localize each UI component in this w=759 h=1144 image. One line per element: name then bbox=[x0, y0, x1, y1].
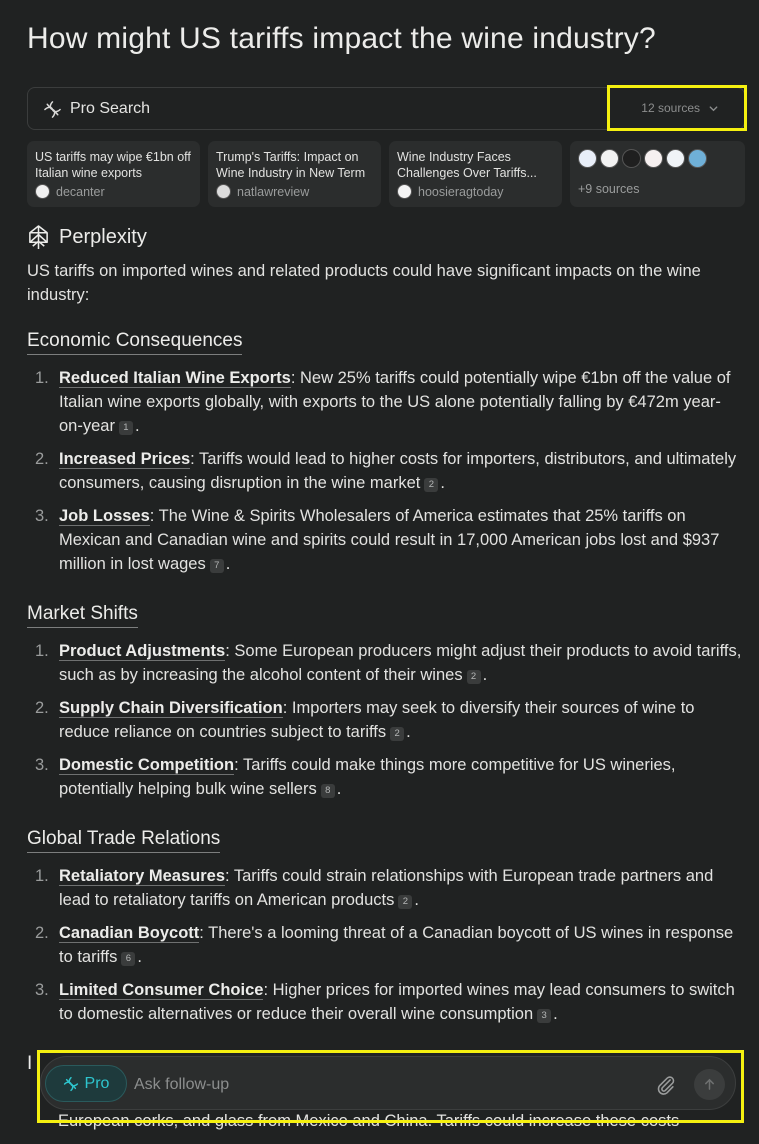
item-term[interactable]: Increased Prices bbox=[59, 450, 191, 468]
citation-badge[interactable]: 8 bbox=[321, 784, 335, 798]
source-card[interactable] bbox=[27, 141, 200, 207]
source-card[interactable] bbox=[208, 141, 381, 207]
section-market bbox=[27, 602, 743, 801]
pro-search-label: Pro Search bbox=[70, 100, 151, 117]
source-favicon-icon bbox=[622, 149, 641, 168]
list-item: 3. Domestic Competition: Tariffs could make things more competitive for US wineries, potentially helping bulk wine sellers 8 . bbox=[35, 756, 676, 798]
sources-count: 12 sources bbox=[641, 101, 700, 115]
sources-toggle-button[interactable] bbox=[641, 101, 719, 115]
citation-badge[interactable]: 2 bbox=[398, 895, 412, 909]
answer-body bbox=[27, 259, 743, 1052]
pro-search-icon bbox=[63, 1076, 79, 1092]
chevron-down-icon bbox=[708, 103, 719, 114]
section-title: Economic Consequences bbox=[27, 329, 242, 355]
source-card-title: Wine Industry Faces Challenges Over Tariffs... bbox=[397, 150, 537, 180]
source-card-site: natlawreview bbox=[237, 184, 310, 199]
item-term[interactable]: Domestic Competition bbox=[59, 756, 235, 774]
answer-header bbox=[27, 225, 147, 250]
item-term[interactable]: Limited Consumer Choice bbox=[59, 981, 264, 999]
citation-badge[interactable]: 2 bbox=[467, 670, 481, 684]
source-cards bbox=[27, 141, 745, 208]
item-term[interactable]: Job Losses bbox=[59, 507, 150, 525]
citation-badge[interactable]: 2 bbox=[390, 727, 404, 741]
attach-icon[interactable] bbox=[655, 1074, 677, 1096]
section-title: Market Shifts bbox=[27, 602, 138, 628]
pro-search-icon bbox=[43, 100, 62, 119]
hoosieragtoday-favicon-icon bbox=[397, 184, 412, 199]
partial-bottom-text: European corks, and glass from Mexico and China. Tariffs could increase these costs bbox=[58, 1112, 680, 1130]
answer-intro: US tariffs on imported wines and related products could have significant impacts on the wine industry: bbox=[27, 262, 701, 304]
decanter-favicon-icon bbox=[35, 184, 50, 199]
list-item: 1. Reduced Italian Wine Exports: New 25% tariffs could potentially wipe €1bn off the value of Italian wine exports globally, with exports to the US alone potentially falling by €472m year-on-year 1 . bbox=[35, 369, 731, 435]
citation-badge[interactable]: 2 bbox=[424, 478, 438, 492]
follow-up-composer bbox=[40, 1056, 736, 1110]
more-sources-card[interactable] bbox=[570, 141, 745, 207]
source-card-title: US tariffs may wipe €1bn off Italian wine exports bbox=[35, 150, 191, 180]
list-item: 2. Supply Chain Diversification: Importers may seek to diversify their sources of wine to reduce reliance on countries subject to tariffs 2 . bbox=[35, 699, 695, 741]
citation-badge[interactable]: 7 bbox=[210, 559, 224, 573]
section-title: Global Trade Relations bbox=[27, 827, 220, 853]
list-item: 2. Canadian Boycott: There's a looming threat of a Canadian boycott of US wines in response to tariffs 6 . bbox=[35, 924, 734, 966]
item-term[interactable]: Supply Chain Diversification bbox=[59, 699, 283, 717]
list-item: 3. Job Losses: The Wine & Spirits Wholesalers of America estimates that 25% tariffs on Mexican and Canadian wine and spirits could result in 17,000 American jobs lost and $937 million in lost wages 7 . bbox=[35, 507, 720, 573]
answer-brand: Perplexity bbox=[59, 226, 147, 248]
list-item: 1. Retaliatory Measures: Tariffs could strain relationships with European trade partners and lead to retaliatory tariffs on American products 2 . bbox=[35, 867, 714, 909]
page-title: How might US tariffs impact the wine industry? bbox=[27, 22, 656, 55]
send-button[interactable] bbox=[694, 1069, 725, 1100]
natlawreview-favicon-icon bbox=[216, 184, 231, 199]
source-card-site: decanter bbox=[56, 184, 105, 199]
source-favicon-icon bbox=[600, 149, 619, 168]
item-term[interactable]: Reduced Italian Wine Exports bbox=[59, 369, 291, 387]
section-economic bbox=[27, 329, 743, 576]
source-card-title: Trump's Tariffs: Impact on Wine Industry in New Term bbox=[216, 150, 366, 180]
favicon-row bbox=[578, 149, 737, 168]
source-favicon-icon bbox=[644, 149, 663, 168]
more-sources-label: +9 sources bbox=[578, 182, 640, 196]
citation-badge[interactable]: 1 bbox=[119, 421, 133, 435]
item-term[interactable]: Retaliatory Measures bbox=[59, 867, 225, 885]
list-item: 1. Product Adjustments: Some European producers might adjust their products to avoid tariffs, such as by increasing the alcohol content of their wines 2 . bbox=[35, 642, 742, 684]
source-card-site: hoosieragtoday bbox=[418, 184, 504, 199]
pro-search-bar[interactable] bbox=[27, 87, 745, 130]
item-term[interactable]: Product Adjustments bbox=[59, 642, 226, 660]
citation-badge[interactable]: 6 bbox=[121, 952, 135, 966]
list-item: 2. Increased Prices: Tariffs would lead to higher costs for importers, distributors, and ultimately consumers, causing disruption in the wine market 2 . bbox=[35, 450, 737, 492]
source-favicon-icon bbox=[688, 149, 707, 168]
source-favicon-icon bbox=[666, 149, 685, 168]
source-card[interactable] bbox=[389, 141, 562, 207]
source-favicon-icon bbox=[578, 149, 597, 168]
perplexity-logo-icon bbox=[27, 225, 50, 250]
section-global-trade bbox=[27, 827, 743, 1026]
pro-toggle-label: Pro bbox=[84, 1074, 110, 1092]
list-item: 3. Limited Consumer Choice: Higher prices for imported wines may lead consumers to switch to domestic alternatives or reduce their overall wine consumption 3 . bbox=[35, 981, 735, 1023]
citation-badge[interactable]: 3 bbox=[537, 1009, 551, 1023]
partial-section-heading: I bbox=[27, 1053, 33, 1074]
follow-up-input[interactable] bbox=[134, 1074, 634, 1096]
send-arrow-icon bbox=[703, 1078, 716, 1091]
item-term[interactable]: Canadian Boycott bbox=[59, 924, 200, 942]
pro-toggle-button[interactable] bbox=[45, 1065, 127, 1102]
